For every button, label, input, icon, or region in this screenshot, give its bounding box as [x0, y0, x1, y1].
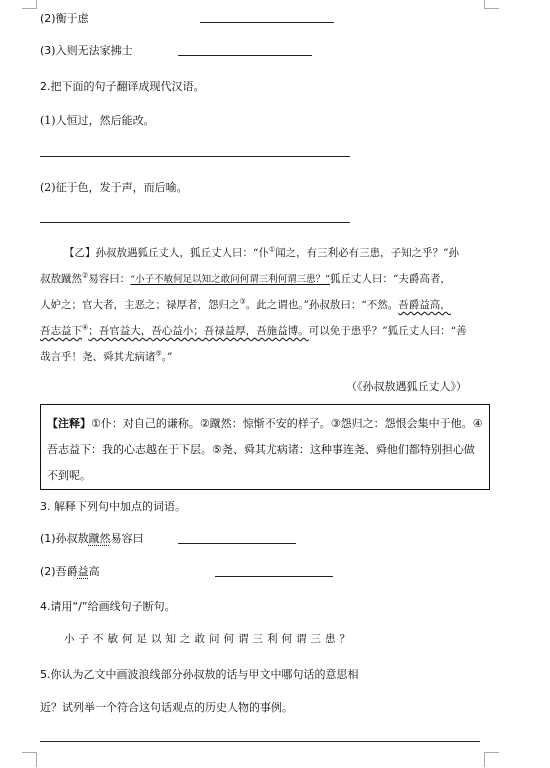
- q2-sentence-2: (2)征于色，发于声，而后喻。: [40, 181, 188, 194]
- passage-text: 。此之谓也。”孙叔敖曰：“不然。: [245, 299, 399, 311]
- q2-sentence-1-answer-line[interactable]: [40, 156, 350, 157]
- q4-sentence: 小子不敏何足以知之敢问何谓三利何谓三患？: [64, 633, 354, 645]
- passage-text: 狐丘丈人曰：“夫爵高者，: [330, 273, 451, 285]
- page-corner-bottom-right: [484, 752, 499, 767]
- dotted-word: 蹴然: [88, 532, 111, 545]
- passage-line-4: [40, 323, 467, 338]
- notes-box: [40, 404, 490, 490]
- q3-text: (2)吾爵: [40, 565, 78, 578]
- q3-text: 高: [88, 565, 100, 578]
- passage-source: （《孙叔敖遇狐丘丈人》）: [346, 380, 467, 393]
- q3-item-1: [40, 530, 144, 546]
- q1-item-2-answer-line[interactable]: [200, 22, 334, 23]
- page-corner-top-left: [22, 0, 37, 9]
- dotted-word: 益: [77, 565, 89, 578]
- q1-item-3-answer-line[interactable]: [178, 55, 312, 56]
- notes-text: ①仆：对自己的谦称。②蹴然：惊惭不安的样子。③怨归之：怨恨会集中于他。④吾志益下：我的心志越在于下层。⑤尧、舜其尤病诸：这种事连尧、舜他们都特别担心做不到呢。: [47, 417, 483, 482]
- q1-item-3: (3)入则无法家拂士: [40, 44, 133, 57]
- passage-line-2: [40, 271, 451, 286]
- page-corner-bottom-left: [22, 752, 37, 767]
- passage-text: 叔敖蹴然: [40, 273, 82, 285]
- passage-text: 【乙】孙叔敖遇狐丘丈人，狐丘丈人曰：“仆: [64, 247, 269, 259]
- passage-text: 易容曰：: [88, 273, 131, 285]
- notes-label: 【注释】: [47, 417, 91, 430]
- footnote-mark: ②: [82, 271, 89, 280]
- q3-text: 易容曰: [110, 532, 144, 545]
- wavy-underlined-text: 吾志益下: [40, 325, 82, 337]
- passage-text: 人妒之；官大者，主恶之；禄厚者，怨归之: [40, 299, 240, 311]
- passage-text: 可以免于患乎？”狐丘丈人曰：“善: [308, 325, 467, 337]
- page-corner-top-right: [484, 0, 499, 9]
- q5-line-1: 5.你认为乙文中画波浪线部分孙叔敖的话与甲文中哪句话的意思相: [40, 668, 359, 681]
- q5-answer-line[interactable]: [40, 741, 480, 742]
- q3-item-2: [40, 563, 100, 579]
- q4-title: 4.请用“/”给画线句子断句。: [40, 600, 176, 613]
- q2-sentence-1: (1)人恒过，然后能改。: [40, 114, 155, 127]
- q2-sentence-2-answer-line[interactable]: [40, 222, 350, 223]
- footnote-mark: ①: [268, 245, 276, 254]
- passage-text: 闻之，有三利必有三患，子知之乎？”孙: [275, 247, 460, 259]
- footnote-mark: ④: [82, 323, 89, 332]
- passage-text: 。”: [161, 351, 173, 363]
- q3-text: (1)孙叔敖: [40, 532, 89, 545]
- footnote-mark: ③: [239, 297, 246, 306]
- footnote-mark: ⑤: [155, 349, 162, 358]
- q2-title: 2.把下面的句子翻译成现代汉语。: [40, 80, 205, 93]
- q5-line-2: 近？试列举一个符合这句话观点的历史人物的事例。: [40, 701, 293, 714]
- passage-text: 哉言乎！尧、舜其尤病诸: [40, 351, 156, 363]
- wavy-underlined-text: ；吾官益大，吾心益小；吾禄益厚，吾施益博。: [88, 325, 309, 337]
- passage-line-3: [40, 297, 451, 312]
- q3-item-2-answer-line[interactable]: [215, 576, 333, 577]
- wavy-underlined-text: 吾爵益高，: [398, 299, 451, 311]
- passage-line-1: [64, 245, 459, 260]
- q1-item-2: (2)衡于虑: [40, 12, 89, 25]
- underlined-sentence: “小子不敏何足以知之敢问何谓三利何谓三患？”: [130, 274, 330, 285]
- q3-title: 3. 解释下列句中加点的词语。: [40, 500, 186, 513]
- q3-item-1-answer-line[interactable]: [178, 543, 296, 544]
- passage-line-5: [40, 349, 172, 364]
